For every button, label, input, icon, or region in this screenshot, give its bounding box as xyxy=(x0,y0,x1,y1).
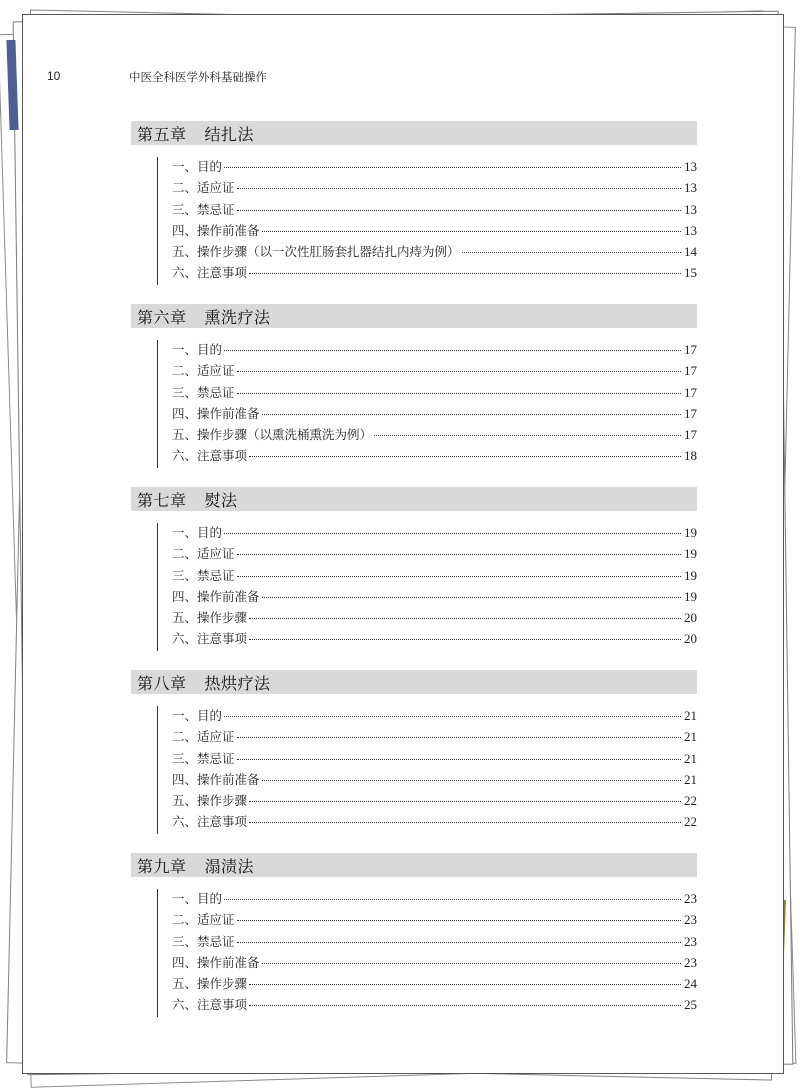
toc-entry[interactable] xyxy=(172,566,697,587)
entry-page-number: 19 xyxy=(684,546,697,562)
toc-entry[interactable] xyxy=(172,157,697,178)
toc-entry[interactable] xyxy=(172,727,697,748)
entry-label: 三、禁忌证 xyxy=(172,933,235,949)
dot-leader xyxy=(262,230,681,232)
dot-leader xyxy=(374,434,681,436)
chapter-section xyxy=(131,853,697,1017)
toc-entry[interactable] xyxy=(172,446,697,467)
entry-page-number: 23 xyxy=(684,954,697,970)
entry-page-number: 22 xyxy=(684,814,697,830)
entry-page-number: 20 xyxy=(684,631,697,647)
chapter-heading[interactable] xyxy=(131,670,697,694)
toc-entry[interactable] xyxy=(172,770,697,791)
dot-leader xyxy=(462,251,681,253)
dot-leader xyxy=(237,392,681,394)
entry-page-number: 24 xyxy=(684,976,697,992)
dot-leader xyxy=(224,532,681,534)
entry-label: 五、操作步骤 xyxy=(172,793,248,809)
toc-page xyxy=(22,14,784,1074)
entry-page-number: 13 xyxy=(684,159,697,174)
entry-label: 四、操作前准备 xyxy=(172,954,260,970)
dot-leader xyxy=(224,715,681,717)
toc-entry[interactable] xyxy=(172,242,697,263)
dot-leader xyxy=(262,779,681,781)
entry-page-number: 13 xyxy=(684,201,697,217)
dot-leader xyxy=(237,187,681,189)
entry-label: 二、适应证 xyxy=(172,363,235,379)
chapter-number: 第八章 xyxy=(137,673,187,693)
entry-label: 五、操作步骤 xyxy=(172,976,248,992)
dot-leader xyxy=(237,370,681,372)
entry-page-number: 22 xyxy=(684,793,697,809)
toc-entry[interactable] xyxy=(172,425,697,446)
chapter-section xyxy=(131,304,697,468)
entry-page-number: 17 xyxy=(684,363,697,379)
chapter-title: 溻渍法 xyxy=(204,856,255,876)
page-number: 10 xyxy=(47,69,61,83)
toc-entry[interactable] xyxy=(172,995,697,1016)
entry-list xyxy=(157,523,697,651)
entry-label: 四、操作前准备 xyxy=(172,222,260,238)
entry-list xyxy=(157,157,697,285)
entry-page-number: 15 xyxy=(684,265,697,281)
chapter-heading[interactable] xyxy=(131,487,697,511)
entry-label: 四、操作前准备 xyxy=(172,771,260,787)
entry-label: 四、操作前准备 xyxy=(172,405,260,421)
dot-leader xyxy=(249,638,681,640)
toc-entry[interactable] xyxy=(172,263,697,284)
entry-label: 二、适应证 xyxy=(172,912,235,928)
toc-entry[interactable] xyxy=(172,812,697,833)
entry-page-number: 21 xyxy=(684,708,697,723)
toc-entry[interactable] xyxy=(172,706,697,727)
entry-page-number: 17 xyxy=(684,427,697,443)
entry-label: 三、禁忌证 xyxy=(172,750,235,766)
chapter-number: 第六章 xyxy=(137,307,187,327)
chapter-number: 第七章 xyxy=(137,490,187,510)
entry-label: 二、适应证 xyxy=(172,180,235,196)
dot-leader xyxy=(249,617,681,619)
toc-entry[interactable] xyxy=(172,404,697,425)
entry-list xyxy=(157,706,697,834)
entry-label: 二、适应证 xyxy=(172,546,235,562)
dot-leader xyxy=(249,1004,681,1006)
chapter-number: 第九章 xyxy=(137,856,187,876)
toc-entry[interactable] xyxy=(172,361,697,382)
entry-page-number: 20 xyxy=(684,610,697,626)
toc-entry[interactable] xyxy=(172,629,697,650)
chapter-section xyxy=(131,487,697,651)
dot-leader xyxy=(237,736,681,738)
entry-page-number: 13 xyxy=(684,180,697,196)
dot-leader xyxy=(249,455,681,457)
entry-page-number: 23 xyxy=(684,891,697,906)
entry-label: 三、禁忌证 xyxy=(172,201,235,217)
entry-label: 五、操作步骤 xyxy=(172,610,248,626)
entry-page-number: 19 xyxy=(684,525,697,540)
entry-page-number: 21 xyxy=(684,729,697,745)
entry-page-number: 19 xyxy=(684,567,697,583)
toc-entry[interactable] xyxy=(172,791,697,812)
toc-entry[interactable] xyxy=(172,544,697,565)
entry-label: 五、操作步骤（以一次性肛肠套扎器结扎内痔为例） xyxy=(172,244,460,260)
dot-leader xyxy=(237,941,681,943)
entry-page-number: 18 xyxy=(684,448,697,464)
dot-leader xyxy=(249,272,681,274)
dot-leader xyxy=(237,758,681,760)
toc-entry[interactable] xyxy=(172,932,697,953)
entry-page-number: 17 xyxy=(684,405,697,421)
entry-page-number: 13 xyxy=(684,222,697,238)
entry-label: 一、目的 xyxy=(172,708,223,723)
dot-leader xyxy=(249,983,681,985)
entry-page-number: 21 xyxy=(684,750,697,766)
entry-page-number: 14 xyxy=(684,244,697,260)
toc-entry[interactable] xyxy=(172,200,697,221)
toc-entry[interactable] xyxy=(172,889,697,910)
chapter-number: 第五章 xyxy=(137,124,187,144)
entry-list xyxy=(157,889,697,1017)
entry-page-number: 17 xyxy=(684,342,697,357)
running-title: 中医全科医学外科基础操作 xyxy=(129,70,267,84)
entry-label: 三、禁忌证 xyxy=(172,384,235,400)
entry-page-number: 21 xyxy=(684,771,697,787)
entry-label: 六、注意事项 xyxy=(172,997,248,1013)
toc-entry[interactable] xyxy=(172,221,697,242)
chapter-section xyxy=(131,670,697,834)
entry-page-number: 19 xyxy=(684,588,697,604)
toc-entry[interactable] xyxy=(172,608,697,629)
entry-label: 五、操作步骤（以熏洗桶熏洗为例） xyxy=(172,427,373,443)
toc-entry[interactable] xyxy=(172,587,697,608)
dot-leader xyxy=(224,898,681,900)
entry-label: 三、禁忌证 xyxy=(172,567,235,583)
toc-entry[interactable] xyxy=(172,178,697,199)
toc-entry[interactable] xyxy=(172,383,697,404)
chapter-title: 熨法 xyxy=(204,490,238,510)
entry-label: 四、操作前准备 xyxy=(172,588,260,604)
entry-label: 一、目的 xyxy=(172,891,223,906)
entry-page-number: 25 xyxy=(684,997,697,1013)
dot-leader xyxy=(224,349,681,351)
chapter-section xyxy=(131,121,697,285)
entry-label: 六、注意事项 xyxy=(172,265,248,281)
chapter-heading[interactable] xyxy=(131,121,697,145)
entry-label: 一、目的 xyxy=(172,525,223,540)
chapter-heading[interactable] xyxy=(131,853,697,877)
dot-leader xyxy=(224,166,681,168)
toc-entry[interactable] xyxy=(172,910,697,931)
toc-entry[interactable] xyxy=(172,749,697,770)
toc-entry[interactable] xyxy=(172,523,697,544)
dot-leader xyxy=(262,413,681,415)
dot-leader xyxy=(262,962,681,964)
entry-label: 六、注意事项 xyxy=(172,814,248,830)
toc-entry[interactable] xyxy=(172,340,697,361)
chapter-title: 热烘疗法 xyxy=(204,673,271,693)
toc-entry[interactable] xyxy=(172,953,697,974)
entry-label: 一、目的 xyxy=(172,159,223,174)
dot-leader xyxy=(249,800,681,802)
entry-page-number: 17 xyxy=(684,384,697,400)
entry-label: 六、注意事项 xyxy=(172,448,248,464)
dot-leader xyxy=(237,919,681,921)
dot-leader xyxy=(249,821,681,823)
dot-leader xyxy=(237,209,681,211)
entry-list xyxy=(157,340,697,468)
chapter-title: 熏洗疗法 xyxy=(204,307,271,327)
dot-leader xyxy=(237,553,681,555)
entry-label: 一、目的 xyxy=(172,342,223,357)
entry-page-number: 23 xyxy=(684,933,697,949)
entry-label: 六、注意事项 xyxy=(172,631,248,647)
chapter-heading[interactable] xyxy=(131,304,697,328)
toc-entry[interactable] xyxy=(172,974,697,995)
dot-leader xyxy=(262,596,681,598)
entry-label: 二、适应证 xyxy=(172,729,235,745)
dot-leader xyxy=(237,575,681,577)
entry-page-number: 23 xyxy=(684,912,697,928)
chapter-title: 结扎法 xyxy=(204,124,255,144)
